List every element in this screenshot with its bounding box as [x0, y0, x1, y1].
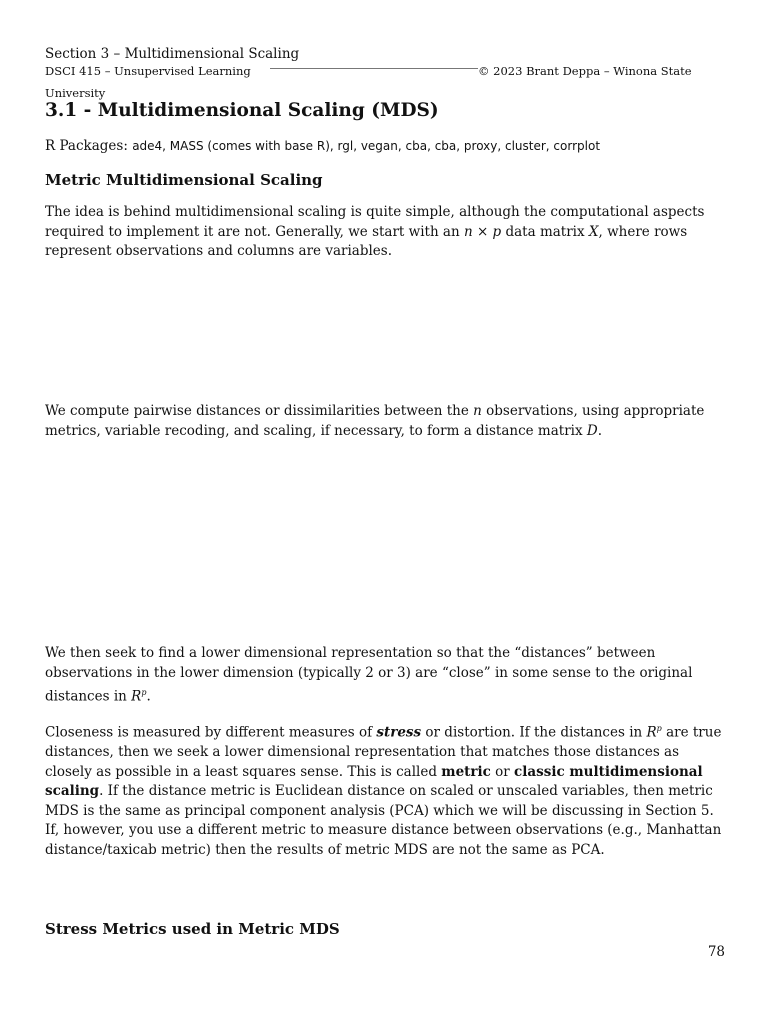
r-packages-label: R Packages:: [45, 138, 128, 154]
term-stress: stress: [376, 724, 422, 741]
math-d: D: [586, 422, 598, 439]
paragraph-intro: [45, 203, 730, 262]
stress-metrics-heading: Stress Metrics used in Metric MDS: [45, 920, 340, 938]
paragraph-distances: [45, 402, 730, 441]
r-packages-list: ade4, MASS (comes with base R), rgl, vegan, cba, cba, proxy, cluster, corrplot: [132, 139, 601, 153]
text-run: .: [597, 422, 603, 439]
math-superscript-p: p: [656, 724, 662, 733]
text-run: or: [490, 763, 515, 780]
math-r: R: [131, 688, 142, 705]
math-n-times-p: n × p: [463, 223, 502, 240]
paragraph-stress: [45, 719, 730, 860]
paragraph-lower-dimension: [45, 644, 730, 707]
math-x: X: [588, 223, 599, 240]
page-title: 3.1 - Multidimensional Scaling (MDS): [45, 100, 439, 121]
text-run: or distortion. If the distances in: [421, 724, 647, 741]
running-header-university: University: [45, 86, 106, 100]
header-rule: [270, 68, 478, 69]
running-header-section: Section 3 – Multidimensional Scaling: [45, 46, 300, 62]
math-superscript-p: p: [141, 688, 147, 697]
math-r: R: [646, 724, 657, 741]
text-run: We compute pairwise distances or dissimilarities between the: [45, 403, 474, 419]
text-run: are true distances, then we seek a lower dimensional representation that matches those distances as closely as possible in a least squares sense. This is called: [45, 724, 722, 780]
math-n: n: [473, 403, 482, 419]
metric-mds-heading: Metric Multidimensional Scaling: [45, 171, 323, 189]
text-run: . If the distance metric is Euclidean distance on scaled or unscaled variables, then metric MDS is the same as principal component analysis (PCA) which we will be discussing in Section 5. If, however, you use a different metric to measure distance between observations (e.g., Manhattan distance/taxicab metric) then the results of metric MDS are not the same as PCA.: [45, 783, 722, 858]
text-run: observations, using appropriate metrics, variable recoding, and scaling, if necessary, to form a distance matrix: [45, 403, 705, 439]
text-run: .: [146, 688, 151, 705]
term-classic-mds: classic multidimensional scaling: [45, 763, 703, 799]
text-run: Closeness is measured by different measures of: [45, 724, 377, 741]
page-number: 78: [707, 944, 725, 960]
text-run: data matrix: [501, 223, 589, 240]
running-header-copyright: © 2023 Brant Deppa – Winona State: [478, 64, 692, 78]
text-run: We then seek to find a lower dimensional representation so that the “distances” between observations in the lower dimension (typically 2 or 3) are “close” in some sense to the original distances in: [45, 645, 693, 705]
text-run: , where rows represent observations and columns are variables.: [45, 223, 688, 259]
running-header-course: DSCI 415 – Unsupervised Learning: [45, 64, 251, 78]
term-metric: metric: [441, 763, 491, 780]
text-run: The idea is behind multidimensional scaling is quite simple, although the computational aspects required to implement it are not. Generally, we start with an: [45, 204, 705, 240]
r-packages-line: [45, 138, 600, 154]
